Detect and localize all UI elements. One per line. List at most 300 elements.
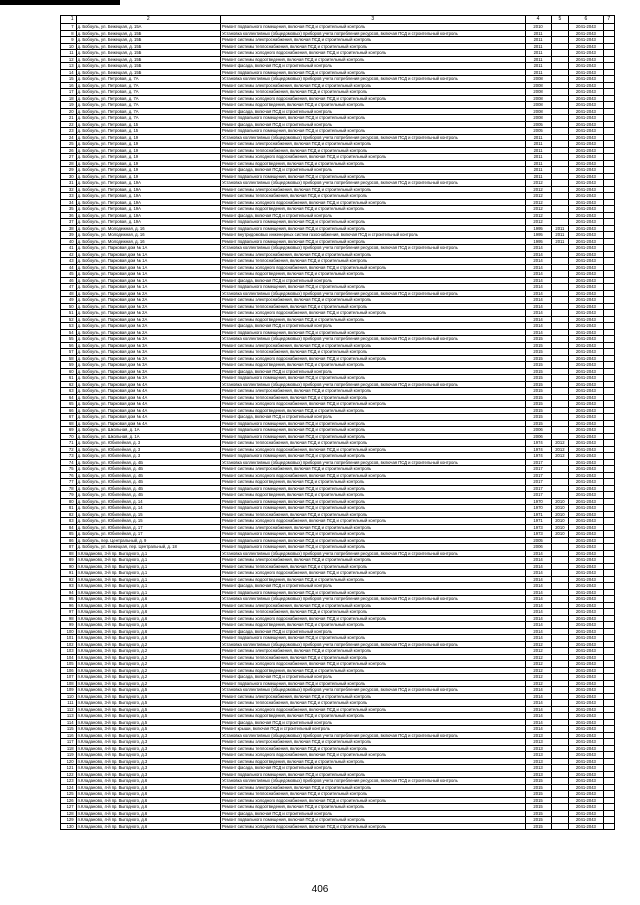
- cell-planned-period: 2041-2043: [569, 459, 603, 466]
- cell-address: д. Бобоуль, ул. Парковая дом № 4А: [76, 401, 220, 408]
- cell-address: д. Бобоуль, ул. Парковая дом № 3А: [76, 375, 220, 382]
- cell-row-number: 81: [61, 505, 77, 512]
- cell-row-number: 121: [61, 765, 77, 772]
- cell-year-built: 2014: [525, 713, 551, 720]
- cell-year-built: 2005: [525, 121, 551, 128]
- cell-address: п.Кладаново, 3-й пр. Выгодного, д.5: [76, 713, 220, 720]
- cell-row-number: 37: [61, 219, 77, 226]
- cell-work-type: Ремонт подвального помещения, включая ПСД и строительный контроль: [221, 238, 526, 245]
- cell-planned-period: 2041-2043: [569, 43, 603, 50]
- cell-address: д. Бобоуль, ул. Юбилейная, д. 3: [76, 453, 220, 460]
- cell-row-number: 90: [61, 563, 77, 570]
- cell-work-type: Ремонт подвального помещения, включая ПСД и строительный контроль: [221, 589, 526, 596]
- cell-planned-period: 2041-2043: [569, 641, 603, 648]
- cell-row-number: 29: [61, 167, 77, 174]
- cell-year-repair: 2010: [551, 524, 569, 531]
- cell-address: п.Кладаново, 3-й пр. Выгодного, д.5: [76, 687, 220, 694]
- cell-work-type: Ремонт подвального помещения, включая ПСД и строительный контроль: [221, 680, 526, 687]
- cell-planned-period: 2041-2043: [569, 50, 603, 57]
- cell-address: д. Бобоуль, ул. Юбилейная, д. 4Б: [76, 472, 220, 479]
- cell-address: д. Бобоуль, ул. Парковая дом № 3А: [76, 368, 220, 375]
- cell-row-number: 111: [61, 700, 77, 707]
- cell-work-type: Ремонт подвального помещения, включая ПСД и строительный контроль: [221, 420, 526, 427]
- cell-planned-period: 2041-2043: [569, 732, 603, 739]
- cell-year-built: 2012: [525, 654, 551, 661]
- cell-year-built: 2011: [525, 50, 551, 57]
- cell-year-repair: 2012: [551, 446, 569, 453]
- cell-planned-period: 2041-2043: [569, 557, 603, 564]
- cell-row-number: 93: [61, 583, 77, 590]
- cell-row-number: 8: [61, 30, 77, 37]
- cell-work-type: Ремонт подвального помещения, включая ПСД и строительный контроль: [221, 498, 526, 505]
- cell-planned-period: 2041-2043: [569, 310, 603, 317]
- cell-work-type: Ремонт системы холодного водоснабжения, включая ПСД и строительный контроль: [221, 95, 526, 102]
- cell-work-type: Ремонт подвального помещения, включая ПСД и строительный контроль: [221, 635, 526, 642]
- cell-year-built: 2008: [525, 108, 551, 115]
- cell-work-type: Ремонт системы электроснабжения, включая ПСД и строительный контроль: [221, 342, 526, 349]
- table-header: [61, 16, 615, 24]
- cell-row-number: 28: [61, 160, 77, 167]
- cell-planned-period: 2041-2043: [569, 206, 603, 213]
- header-col-7: 7: [603, 16, 614, 24]
- cell-work-type: Ремонт системы электроснабжения, включая ПСД и строительный контроль: [221, 557, 526, 564]
- cell-planned-period: 2041-2043: [569, 472, 603, 479]
- cell-row-number: 84: [61, 524, 77, 531]
- cell-row-number: 72: [61, 446, 77, 453]
- cell-work-type: Ремонт фасада, включая ПСД и строительный контроль: [221, 167, 526, 174]
- cell-year-repair: 2010: [551, 531, 569, 538]
- cell-address: п.Кладаново, 4-й пр. Выгодного, д.3: [76, 739, 220, 746]
- header-row: [61, 16, 615, 24]
- cell-work-type: Ремонт фасада, включая ПСД и строительный контроль: [221, 719, 526, 726]
- cell-row-number: 74: [61, 459, 77, 466]
- cell-work-type: Ремонт системы теплоснабжения, включая ПСД и строительный контроль: [221, 394, 526, 401]
- cell-planned-period: 2041-2043: [569, 602, 603, 609]
- cell-planned-period: 2041-2043: [569, 817, 603, 824]
- cell-row-number: 30: [61, 173, 77, 180]
- cell-address: д. Бобоуль, ул. Бежецкая, д. 15Б: [76, 30, 220, 37]
- cell-year-built: 2015: [525, 381, 551, 388]
- cell-row-number: 114: [61, 719, 77, 726]
- cell-row-number: 33: [61, 193, 77, 200]
- cell-address: д. Бобоуль, ул. Парковая дом № 3А: [76, 342, 220, 349]
- cell-address: д. Бобоуль, ул. Парковая дом № 1А: [76, 277, 220, 284]
- cell-row-number: 62: [61, 381, 77, 388]
- cell-address: д. Бобоуль, ул. Парковая дом № 4А: [76, 394, 220, 401]
- cell-year-built: 2015: [525, 401, 551, 408]
- cell-planned-period: 2041-2043: [569, 128, 603, 135]
- cell-row-number: 119: [61, 752, 77, 759]
- cell-row-number: 50: [61, 303, 77, 310]
- cell-address: д. Бобоуль, ул. Бежецкая, д. 15Б: [76, 63, 220, 70]
- cell-row-number: 19: [61, 102, 77, 109]
- cell-year-built: 2011: [525, 167, 551, 174]
- cell-work-type: Ремонт подвального помещения, включая ПСД и строительный контроль: [221, 531, 526, 538]
- cell-row-number: 59: [61, 362, 77, 369]
- cell-year-built: 2013: [525, 739, 551, 746]
- cell-planned-period: 2041-2043: [569, 167, 603, 174]
- cell-work-type: Ремонт фасада, включая ПСД и строительный контроль: [221, 628, 526, 635]
- cell-row-number: 45: [61, 271, 77, 278]
- cell-row-number: 47: [61, 284, 77, 291]
- cell-planned-period: 2041-2043: [569, 518, 603, 525]
- cell-work-type: Ремонт системы холодного водоснабжения, включая ПСД и строительный контроль: [221, 797, 526, 804]
- cell-year-built: 2011: [525, 56, 551, 63]
- cell-work-type: Ремонт крыши, включая ПСД и строительный контроль: [221, 726, 526, 733]
- cell-row-number: 102: [61, 641, 77, 648]
- cell-year-built: 2011: [525, 134, 551, 141]
- cell-year-built: 2017: [525, 479, 551, 486]
- cell-year-built: 2014: [525, 693, 551, 700]
- cell-work-type: Ремонт системы холодного водоснабжения, включая ПСД и строительный контроль: [221, 661, 526, 668]
- cell-address: д. Бобоуль, ул. Школьная, д. 1А: [76, 433, 220, 440]
- cell-work-type: Ремонт фасада, включая ПСД и строительный контроль: [221, 63, 526, 70]
- cell-row-number: 116: [61, 732, 77, 739]
- cell-row-number: 73: [61, 453, 77, 460]
- cell-work-type: Ремонт системы водоотведения, включая ПСД и строительный контроль: [221, 102, 526, 109]
- cell-address: д. Бобоуль, ул. Петровая, д. 7А: [76, 95, 220, 102]
- cell-work-type: Установка коллективных (общедомовых) приборов учета потребления ресурсов, включая ПСД и строительный контроль: [221, 641, 526, 648]
- cell-planned-period: 2041-2043: [569, 375, 603, 382]
- header-col-1: 1: [61, 16, 77, 24]
- cell-row-number: 110: [61, 693, 77, 700]
- cell-row-number: 80: [61, 498, 77, 505]
- cell-work-type: Ремонт системы холодного водоснабжения, включая ПСД и строительный контроль: [221, 823, 526, 830]
- cell-row-number: 25: [61, 141, 77, 148]
- cell-work-type: Ремонт системы электроснабжения, включая ПСД и строительный контроль: [221, 141, 526, 148]
- cell-year-built: 1974: [525, 446, 551, 453]
- cell-address: п.Кладаново, 3-й пр. Выгодного, д.1: [76, 583, 220, 590]
- cell-planned-period: 2041-2043: [569, 121, 603, 128]
- cell-planned-period: 2041-2043: [569, 388, 603, 395]
- cell-planned-period: 2041-2043: [569, 544, 603, 551]
- cell-year-built: 2014: [525, 706, 551, 713]
- cell-address: д. Бобоуль, ул. Петровая, д. 19А: [76, 186, 220, 193]
- cell-address: д. Бобоуль, ул. Парковая дом № 2А: [76, 329, 220, 336]
- cell-planned-period: 2041-2043: [569, 563, 603, 570]
- cell-address: д. Бобоуль, ул. Юбилейная, д. 14: [76, 498, 220, 505]
- cell-address: п.Кладаново, 4-й пр. Выгодного, д.3: [76, 758, 220, 765]
- cell-row-number: 46: [61, 277, 77, 284]
- cell-row-number: 51: [61, 310, 77, 317]
- cell-address: д. Бобоуль, ул. Парковая дом № 1А: [76, 251, 220, 258]
- cell-planned-period: 2041-2043: [569, 355, 603, 362]
- cell-row-number: 55: [61, 336, 77, 343]
- cell-address: п.Кладаново, 3-й пр. Выгодного, д.6: [76, 628, 220, 635]
- cell-row-number: 20: [61, 108, 77, 115]
- cell-planned-period: 2041-2043: [569, 323, 603, 330]
- cell-work-type: Ремонт подвального помещения, включая ПСД и строительный контроль: [221, 505, 526, 512]
- cell-planned-period: 2041-2043: [569, 505, 603, 512]
- cell-address: д. Бобоуль, ул. Петровая, д. 15: [76, 121, 220, 128]
- cell-work-type: Ремонт фасада, включая ПСД и строительный контроль: [221, 583, 526, 590]
- document-sheet: [60, 15, 615, 830]
- cell-planned-period: 2041-2043: [569, 693, 603, 700]
- cell-row-number: 66: [61, 407, 77, 414]
- cell-planned-period: 2041-2043: [569, 596, 603, 603]
- cell-address: д. Бобоуль, ул. Петровая, д. 19А: [76, 180, 220, 187]
- cell-planned-period: 2041-2043: [569, 752, 603, 759]
- cell-row-number: 130: [61, 823, 77, 830]
- cell-year-repair: 2011: [551, 238, 569, 245]
- cell-row-number: 124: [61, 784, 77, 791]
- cell-year-built: 2012: [525, 206, 551, 213]
- cell-work-type: Ремонт системы теплоснабжения, включая ПСД и строительный контроль: [221, 654, 526, 661]
- cell-work-type: Ремонт подвального помещения, включая ПСД и строительный контроль: [221, 24, 526, 31]
- cell-work-type: Ремонт системы водоотведения, включая ПСД и строительный контроль: [221, 56, 526, 63]
- cell-row-number: 120: [61, 758, 77, 765]
- cell-work-type: Ремонт внутридомовых инженерных систем газоснабжения, включая ПСД и строительный контроль: [221, 232, 526, 239]
- cell-planned-period: 2041-2043: [569, 82, 603, 89]
- cell-planned-period: 2041-2043: [569, 56, 603, 63]
- header-col-4: 4: [525, 16, 551, 24]
- cell-year-built: 2011: [525, 147, 551, 154]
- cell-work-type: Установка коллективных (общедомовых) приборов учета потребления ресурсов, включая ПСД и строительный контроль: [221, 550, 526, 557]
- cell-note: [603, 823, 614, 830]
- table-body: [61, 24, 615, 830]
- header-col-6: 6: [569, 16, 603, 24]
- cell-address: д. Бобоуль, ул. Петровая, д. 19: [76, 134, 220, 141]
- cell-year-built: 2014: [525, 589, 551, 596]
- cell-planned-period: 2041-2043: [569, 160, 603, 167]
- cell-address: п.Кладаново, 3-й пр. Выгодного, д.2: [76, 674, 220, 681]
- cell-year-built: 2011: [525, 160, 551, 167]
- cell-year-built: 2014: [525, 635, 551, 642]
- cell-address: д. Бобоуль, ул. Парковая дом № 2А: [76, 290, 220, 297]
- cell-address: д. Бобоуль, ул. Петровая, д. 19: [76, 160, 220, 167]
- cell-work-type: Ремонт системы электроснабжения, включая ПСД и строительный контроль: [221, 524, 526, 531]
- cell-planned-period: 2041-2043: [569, 433, 603, 440]
- cell-row-number: 67: [61, 414, 77, 421]
- cell-year-repair: 2012: [551, 440, 569, 447]
- cell-year-built: 2014: [525, 576, 551, 583]
- cell-year-built: 2013: [525, 752, 551, 759]
- cell-planned-period: 2041-2043: [569, 245, 603, 252]
- cell-work-type: Ремонт системы электроснабжения, включая ПСД и строительный контроль: [221, 186, 526, 193]
- cell-row-number: 108: [61, 680, 77, 687]
- cell-work-type: Установка коллективных (общедомовых) приборов учета потребления ресурсов, включая ПСД и строительный контроль: [221, 30, 526, 37]
- cell-row-number: 96: [61, 602, 77, 609]
- cell-year-repair: 2010: [551, 511, 569, 518]
- cell-year-built: 2012: [525, 667, 551, 674]
- cell-year-built: 2017: [525, 472, 551, 479]
- cell-planned-period: 2041-2043: [569, 69, 603, 76]
- cell-planned-period: 2041-2043: [569, 609, 603, 616]
- cell-row-number: 13: [61, 63, 77, 70]
- cell-year-built: 2012: [525, 219, 551, 226]
- cell-work-type: Ремонт системы водоотведения, включая ПСД и строительный контроль: [221, 316, 526, 323]
- cell-work-type: Ремонт системы электроснабжения, включая ПСД и строительный контроль: [221, 388, 526, 395]
- cell-address: д. Бобоуль, ул. Парковая дом № 2А: [76, 310, 220, 317]
- cell-work-type: Ремонт подвального помещения, включая ПСД и строительный контроль: [221, 69, 526, 76]
- cell-address: п.Кладаново, 3-й пр. Выгодного, д.2: [76, 641, 220, 648]
- cell-planned-period: 2041-2043: [569, 427, 603, 434]
- cell-year-built: 2014: [525, 264, 551, 271]
- cell-address: д. Бобоуль, ул. Парковая дом № 2А: [76, 316, 220, 323]
- cell-year-built: 1974: [525, 440, 551, 447]
- cell-row-number: 57: [61, 349, 77, 356]
- cell-address: д. Бобоуль, ул. Петровая, д. 19А: [76, 193, 220, 200]
- cell-year-built: 2011: [525, 141, 551, 148]
- cell-row-number: 9: [61, 37, 77, 44]
- cell-row-number: 22: [61, 121, 77, 128]
- cell-address: д. Бобоуль, ул. Бежецкая, пер. Центральный, д. 18: [76, 544, 220, 551]
- cell-address: д. Бобоуль, ул. Юбилейная, д. 3: [76, 446, 220, 453]
- cell-planned-period: 2041-2043: [569, 570, 603, 577]
- cell-year-built: 2014: [525, 687, 551, 694]
- cell-work-type: Ремонт подвального помещения, включая ПСД и строительный контроль: [221, 537, 526, 544]
- cell-row-number: 60: [61, 368, 77, 375]
- cell-row-number: 98: [61, 615, 77, 622]
- cell-year-built: 2014: [525, 726, 551, 733]
- cell-planned-period: 2041-2043: [569, 362, 603, 369]
- cell-planned-period: 2041-2043: [569, 290, 603, 297]
- cell-year-built: 2011: [525, 43, 551, 50]
- cell-row-number: 118: [61, 745, 77, 752]
- cell-row-number: 87: [61, 544, 77, 551]
- cell-address: п.Кладаново, 4-й пр. Выгодного, д.3: [76, 765, 220, 772]
- cell-work-type: Ремонт фасада, включая ПСД и строительный контроль: [221, 810, 526, 817]
- cell-work-type: Установка коллективных (общедомовых) приборов учета потребления ресурсов, включая ПСД и строительный контроль: [221, 732, 526, 739]
- cell-year-built: 2014: [525, 284, 551, 291]
- cell-row-number: 38: [61, 225, 77, 232]
- cell-row-number: 113: [61, 713, 77, 720]
- cell-planned-period: 2041-2043: [569, 381, 603, 388]
- cell-address: д. Бобоуль, ул. Юбилейная, д. 4Б: [76, 479, 220, 486]
- cell-planned-period: 2041-2043: [569, 303, 603, 310]
- cell-work-type: Ремонт системы холодного водоснабжения, включая ПСД и строительный контроль: [221, 706, 526, 713]
- cell-planned-period: 2041-2043: [569, 115, 603, 122]
- cell-year-built: 2006: [525, 427, 551, 434]
- cell-address: д. Бобоуль, ул. Бежецкая, д. 15Б: [76, 69, 220, 76]
- cell-year-built: 2013: [525, 771, 551, 778]
- cell-work-type: Ремонт системы водоотведения, включая ПСД и строительный контроль: [221, 407, 526, 414]
- cell-year-built: 2015: [525, 804, 551, 811]
- cell-year-built: 2012: [525, 648, 551, 655]
- cell-planned-period: 2041-2043: [569, 466, 603, 473]
- cell-year-built: 2015: [525, 388, 551, 395]
- cell-year-built: 2006: [525, 544, 551, 551]
- cell-address: п.Кладаново, 3-й пр. Выгодного, д.2: [76, 680, 220, 687]
- cell-work-type: Ремонт системы теплоснабжения, включая ПСД и строительный контроль: [221, 43, 526, 50]
- cell-year-built: 2005: [525, 128, 551, 135]
- cell-row-number: 44: [61, 264, 77, 271]
- cell-work-type: Ремонт фасада, включая ПСД и строительный контроль: [221, 674, 526, 681]
- cell-planned-period: 2041-2043: [569, 95, 603, 102]
- cell-planned-period: 2041-2043: [569, 492, 603, 499]
- cell-planned-period: 2041-2043: [569, 420, 603, 427]
- cell-planned-period: 2041-2043: [569, 141, 603, 148]
- cell-year-built: 2015: [525, 349, 551, 356]
- cell-address: д. Бобоуль, ул. Парковая дом № 2А: [76, 323, 220, 330]
- cell-planned-period: 2041-2043: [569, 661, 603, 668]
- cell-work-type: Ремонт фасада, включая ПСД и строительный контроль: [221, 368, 526, 375]
- cell-row-number: 18: [61, 95, 77, 102]
- cell-row-number: 65: [61, 401, 77, 408]
- cell-work-type: Ремонт системы водоотведения, включая ПСД и строительный контроль: [221, 160, 526, 167]
- cell-work-type: Ремонт подвального помещения, включая ПСД и строительный контроль: [221, 771, 526, 778]
- cell-row-number: 68: [61, 420, 77, 427]
- cell-work-type: Ремонт системы холодного водоснабжения, включая ПСД и строительный контроль: [221, 264, 526, 271]
- cell-planned-period: 2041-2043: [569, 76, 603, 83]
- cell-work-type: Установка коллективных (общедомовых) приборов учета потребления ресурсов, включая ПСД и строительный контроль: [221, 134, 526, 141]
- cell-work-type: Ремонт подвального помещения, включая ПСД и строительный контроль: [221, 544, 526, 551]
- cell-row-number: 54: [61, 329, 77, 336]
- cell-work-type: Ремонт системы водоотведения, включая ПСД и строительный контроль: [221, 206, 526, 213]
- cell-year-built: 2011: [525, 37, 551, 44]
- cell-row-number: 39: [61, 232, 77, 239]
- cell-planned-period: 2041-2043: [569, 524, 603, 531]
- cell-planned-period: 2041-2043: [569, 804, 603, 811]
- cell-year-built: 2014: [525, 271, 551, 278]
- cell-address: д. Бобоуль, ул. Петровая, д. 19А: [76, 206, 220, 213]
- cell-address: п.Кладаново, 3-й пр. Выгодного, д.1: [76, 557, 220, 564]
- cell-planned-period: 2041-2043: [569, 37, 603, 44]
- cell-address: д. Бобоуль, ул. Молодежная, д. 16: [76, 225, 220, 232]
- cell-planned-period: 2041-2043: [569, 284, 603, 291]
- cell-work-type: Ремонт системы электроснабжения, включая ПСД и строительный контроль: [221, 251, 526, 258]
- cell-year-repair: 2012: [551, 453, 569, 460]
- cell-year-built: 2014: [525, 323, 551, 330]
- cell-planned-period: 2041-2043: [569, 784, 603, 791]
- cell-address: п.Кладаново, 4-й пр. Выгодного, д.6: [76, 778, 220, 785]
- cell-row-number: 101: [61, 635, 77, 642]
- cell-year-built: 2017: [525, 485, 551, 492]
- cell-address: д. Бобоуль, ул. Петровая, д. 19А: [76, 212, 220, 219]
- cell-row-number: 106: [61, 667, 77, 674]
- cell-row-number: 77: [61, 479, 77, 486]
- cell-planned-period: 2041-2043: [569, 414, 603, 421]
- cell-year-built: 2012: [525, 661, 551, 668]
- cell-year-built: 2015: [525, 420, 551, 427]
- cell-year-built: 2008: [525, 95, 551, 102]
- cell-row-number: 112: [61, 706, 77, 713]
- cell-planned-period: 2041-2043: [569, 154, 603, 161]
- cell-row-number: 26: [61, 147, 77, 154]
- cell-planned-period: 2041-2043: [569, 147, 603, 154]
- cell-address: д. Бобоуль, ул. Парковая дом № 3А: [76, 349, 220, 356]
- cell-year-built: 1973: [525, 524, 551, 531]
- cell-year-built: 2014: [525, 628, 551, 635]
- cell-row-number: 16: [61, 82, 77, 89]
- cell-row-number: 75: [61, 466, 77, 473]
- cell-year-built: 2008: [525, 115, 551, 122]
- repair-schedule-table: [60, 15, 615, 830]
- cell-year-built: 2015: [525, 817, 551, 824]
- cell-planned-period: 2041-2043: [569, 453, 603, 460]
- cell-work-type: Ремонт системы электроснабжения, включая ПСД и строительный контроль: [221, 82, 526, 89]
- cell-work-type: Ремонт системы холодного водоснабжения, включая ПСД и строительный контроль: [221, 615, 526, 622]
- cell-row-number: 71: [61, 440, 77, 447]
- cell-row-number: 17: [61, 89, 77, 96]
- cell-row-number: 97: [61, 609, 77, 616]
- cell-address: д. Бобоуль, ул. Петровая, д. 7А: [76, 115, 220, 122]
- cell-year-built: 2014: [525, 310, 551, 317]
- cell-year-built: 2015: [525, 791, 551, 798]
- cell-planned-period: 2041-2043: [569, 264, 603, 271]
- cell-row-number: 125: [61, 791, 77, 798]
- cell-address: п.Кладаново, 3-й пр. Выгодного, д.2: [76, 648, 220, 655]
- cell-year-built: 2014: [525, 583, 551, 590]
- cell-year-built: 2015: [525, 342, 551, 349]
- cell-year-built: 2013: [525, 765, 551, 772]
- cell-planned-period: 2041-2043: [569, 648, 603, 655]
- cell-planned-period: 2041-2043: [569, 199, 603, 206]
- cell-planned-period: 2041-2043: [569, 550, 603, 557]
- cell-planned-period: 2041-2043: [569, 63, 603, 70]
- cell-row-number: 92: [61, 576, 77, 583]
- cell-work-type: Ремонт системы водоотведения, включая ПСД и строительный контроль: [221, 362, 526, 369]
